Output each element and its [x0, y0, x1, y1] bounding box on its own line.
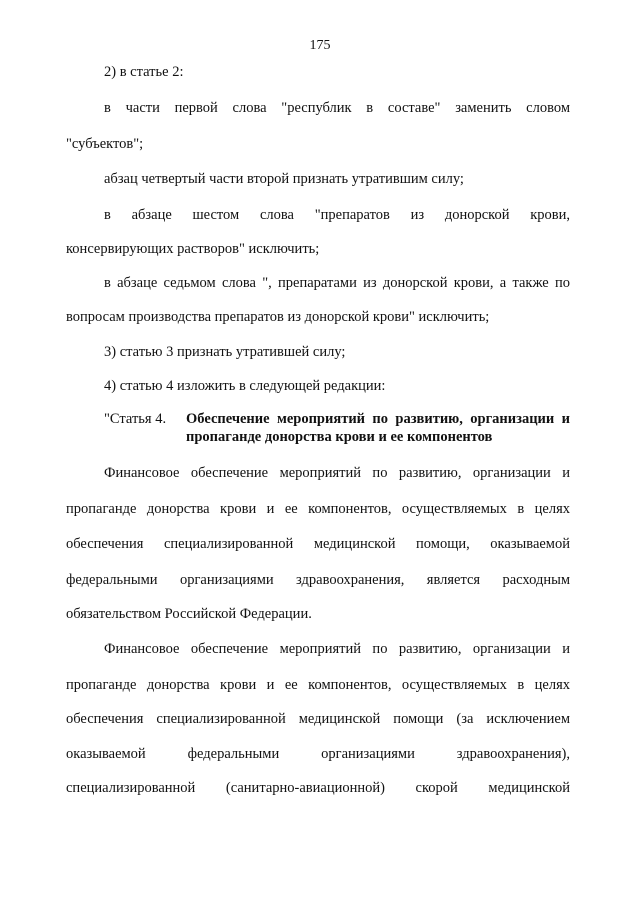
paragraph-line: федеральными организациями здравоохранения, является расходным	[66, 572, 570, 588]
paragraph-line: специализированной (санитарно-авиационной) скорой медицинской	[66, 780, 570, 796]
paragraph-line: консервирующих растворов" исключить;	[66, 241, 320, 257]
paragraph-line: в абзаце шестом слова "препаратов из донорской крови,	[104, 207, 570, 223]
paragraph-line: в абзаце седьмом слова ", препаратами из донорской крови, а также по	[104, 275, 570, 291]
paragraph-line: пропаганде донорства крови и ее компонентов, осуществляемых в целях	[66, 677, 570, 693]
paragraph-line: 3) статью 3 признать утратившей силу;	[104, 344, 346, 360]
paragraph-line: 2) в статье 2:	[104, 64, 184, 80]
paragraph-line: оказываемой федеральными организациями здравоохранения),	[66, 746, 570, 762]
paragraph-line: в части первой слова "республик в составе" заменить словом	[104, 100, 570, 116]
paragraph-line: 4) статью 4 изложить в следующей редакции:	[104, 378, 386, 394]
page-number: 175	[309, 38, 331, 53]
paragraph-line: обеспечения специализированной медицинской помощи, оказываемой	[66, 536, 570, 552]
paragraph-line: "субъектов";	[66, 136, 144, 152]
paragraph-line: вопросам производства препаратов из донорской крови" исключить;	[66, 309, 490, 325]
paragraph-line: Финансовое обеспечение мероприятий по развитию, организации и	[104, 465, 570, 481]
article-title-line: Обеспечение мероприятий по развитию, организации и	[186, 411, 570, 427]
article-label: "Статья 4.	[104, 411, 167, 427]
article-title	[186, 410, 570, 446]
paragraph-line: Финансовое обеспечение мероприятий по развитию, организации и	[104, 641, 570, 657]
paragraph-line: пропаганде донорства крови и ее компонентов, осуществляемых в целях	[66, 501, 570, 517]
paragraph-line: абзац четвертый части второй признать утратившим силу;	[104, 171, 464, 187]
paragraph-line: обеспечения специализированной медицинской помощи (за исключением	[66, 711, 570, 727]
article-title-line: пропаганде донорства крови и ее компонентов	[186, 429, 493, 445]
paragraph-line: обязательством Российской Федерации.	[66, 606, 312, 622]
